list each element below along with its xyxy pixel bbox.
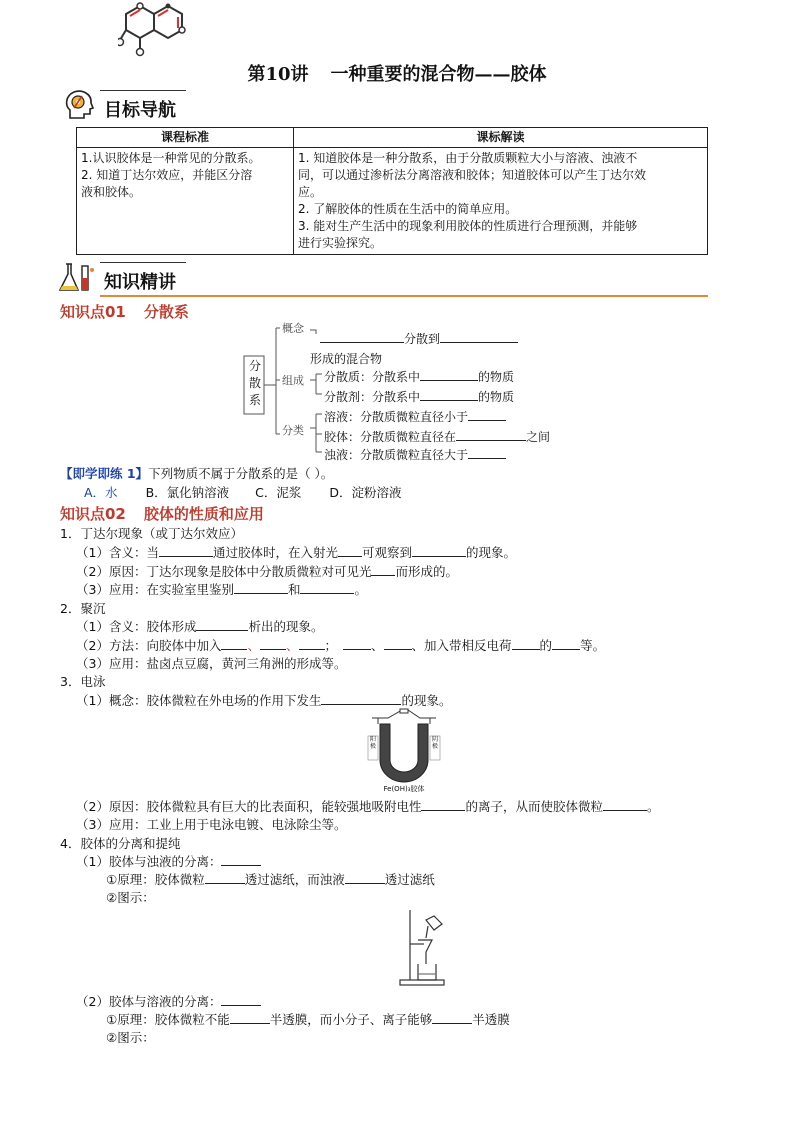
col2-cell <box>294 148 708 255</box>
electro-heading: 3．电泳 <box>60 674 106 689</box>
col2-header: 课标解读 <box>294 128 708 148</box>
blank-same[interactable] <box>421 798 465 811</box>
solvent-blank[interactable] <box>420 388 478 401</box>
option-c[interactable]: C．泥浆 <box>255 485 302 500</box>
solvent-line <box>324 388 514 405</box>
text: 、加入带相反电荷 <box>411 638 512 653</box>
practice1-question <box>60 465 333 483</box>
solvent-text: 分散剂：分散系中 <box>324 390 421 404</box>
blank-m2[interactable] <box>260 637 286 650</box>
section-goals <box>62 92 708 124</box>
text: 、 <box>285 638 299 653</box>
text: ①原理：胶体微粒不能 <box>106 1012 230 1027</box>
head-gear-icon <box>62 88 96 122</box>
solution-text: 溶液：分散质微粒直径小于 <box>324 410 469 424</box>
col1-line: 2. 知道丁达尔效应，并能区分溶 <box>81 168 253 182</box>
col2-line: 2. 了解胶体的性质在生活中的简单应用。 <box>298 202 518 216</box>
section-knowledge <box>62 264 708 296</box>
blank-pass1[interactable] <box>230 1011 270 1024</box>
colloid-text: 胶体：分散质微粒直径在 <box>324 430 457 444</box>
text: 半透膜，而小分子、离子能够 <box>269 1012 433 1027</box>
text: 透过滤纸，而浊液 <box>244 872 345 887</box>
sep1 <box>76 853 261 871</box>
blank-move[interactable] <box>321 692 401 705</box>
tyndall-heading: 1．丁达尔现象（或丁达尔效应） <box>60 526 243 541</box>
tyndall-meaning <box>76 544 516 562</box>
electro-app: （3）应用：工业上用于电泳电镀、电泳除尘等。 <box>76 817 347 832</box>
text: （1）含义：当 <box>76 545 159 560</box>
text: 、 <box>371 638 384 653</box>
concept-mid: 分散到 <box>404 332 441 346</box>
anode-label: 阳极 <box>369 736 376 750</box>
colloid-end: 之间 <box>526 430 551 444</box>
text: （2）原因：胶体微粒具有巨大的比表面积，能较强地吸附电性 <box>76 799 422 814</box>
blank-cannot[interactable] <box>345 871 385 884</box>
section-knowledge-title: 知识精讲 <box>104 272 176 293</box>
col1-cell <box>77 148 294 255</box>
col1-line: 1.认识胶体是一种常见的分散系。 <box>81 151 261 165</box>
text: 而形成的。 <box>395 564 458 579</box>
lecture-number: 第10讲 <box>247 64 309 85</box>
electro-cause <box>76 798 660 816</box>
suspension-line <box>324 446 506 463</box>
page-title <box>0 60 794 86</box>
text: （1）含义：胶体形成 <box>76 619 197 634</box>
col2-line: 进行实验探究。 <box>298 236 383 250</box>
sep-heading: 4．胶体的分离和提纯 <box>60 836 181 851</box>
tyndall-app <box>76 581 367 599</box>
dispersion-tree <box>240 318 570 466</box>
blank-sediment[interactable] <box>196 618 248 631</box>
solute-line <box>324 368 514 385</box>
col1-line: 液和胶体。 <box>81 185 142 199</box>
coag-method <box>76 637 605 655</box>
blank-filter[interactable] <box>221 853 261 866</box>
blank-charged[interactable] <box>603 798 647 811</box>
blank-m4[interactable] <box>343 637 371 650</box>
u-tube-figure <box>362 708 446 794</box>
tree-root <box>248 358 262 409</box>
section-top-rule <box>100 90 186 91</box>
blank-direction[interactable] <box>338 544 362 557</box>
blank-a[interactable] <box>234 581 288 594</box>
blank-scatter[interactable] <box>371 563 395 576</box>
col2-line: 3. 能对生产生活中的现象利用胶体的性质进行合理预测，并能够 <box>298 219 638 233</box>
blank-m6[interactable] <box>512 637 540 650</box>
concept-end: 形成的混合物 <box>310 352 383 366</box>
text: ； <box>324 638 338 653</box>
cathode-label: 阴极 <box>431 736 438 750</box>
kp1-label: 知识点01 <box>60 303 126 321</box>
coag-app: （3）应用：盐卤点豆腐，黄河三角洲的形成等。 <box>76 656 347 671</box>
blank-can[interactable] <box>205 871 245 884</box>
solution-blank[interactable] <box>468 408 506 421</box>
practice1-label: 【即学即练 1】 <box>60 466 149 481</box>
text: （3）应用：在实验室里鉴别 <box>76 582 234 597</box>
blank-b[interactable] <box>300 581 354 594</box>
blank-dialysis[interactable] <box>221 993 261 1006</box>
blank-m1[interactable] <box>221 637 247 650</box>
concept-blank1[interactable] <box>320 330 404 343</box>
option-a[interactable]: A．水 <box>84 485 118 500</box>
text: 可观察到 <box>361 545 412 560</box>
molecule-logo-icon <box>118 0 198 58</box>
text: （2）原因：丁达尔现象是胶体中分散质微粒对可见光 <box>76 564 372 579</box>
coag-heading: 2．聚沉 <box>60 601 106 616</box>
class-label: 分类 <box>282 424 304 437</box>
text: 。 <box>646 799 660 814</box>
text: 通过胶体时，在入射光 <box>212 545 338 560</box>
sep2-fig-label: ②图示： <box>106 1030 155 1045</box>
section-top-rule <box>100 262 186 263</box>
option-b[interactable]: B．氯化钠溶液 <box>145 485 230 500</box>
section-bottom-rule <box>100 295 708 297</box>
sep2-principle <box>106 1011 510 1029</box>
tyndall-cause <box>76 563 458 581</box>
concept-label: 概念 <box>282 322 304 335</box>
text: 析出的现象。 <box>248 619 324 634</box>
text: （2）胶体与溶液的分离： <box>76 994 222 1009</box>
text: （1）概念：胶体微粒在外电场的作用下发生 <box>76 693 322 708</box>
blank-m7[interactable] <box>552 637 580 650</box>
col2-line: 同，可以通过渗析法分离溶液和胶体；知道胶体可以产生丁达尔效 <box>298 168 647 182</box>
concept-blank2[interactable] <box>440 330 518 343</box>
colloid-blank[interactable] <box>456 428 526 441</box>
root-char: 系 <box>248 393 261 407</box>
text: 和 <box>287 582 301 597</box>
text: ①原理：胶体微粒 <box>106 872 205 887</box>
solvent-end: 的物质 <box>478 390 515 404</box>
text: 、 <box>247 638 260 653</box>
text: 。 <box>354 582 367 597</box>
kp1-title: 分散系 <box>143 303 189 321</box>
section-goals-title: 目标导航 <box>104 100 176 121</box>
sep1-principle <box>106 871 435 889</box>
coag-meaning <box>76 618 323 636</box>
sep1-fig-label: ②图示： <box>106 890 155 905</box>
flask-icon <box>58 260 98 294</box>
root-char: 分 <box>248 359 261 373</box>
text: 半透膜 <box>472 1012 510 1027</box>
kp1-heading <box>60 301 189 322</box>
text: （1）胶体与浊液的分离： <box>76 854 222 869</box>
filtration-apparatus-icon <box>398 904 454 986</box>
sep2 <box>76 993 261 1011</box>
col2-line: 应。 <box>298 185 323 199</box>
u-tube-caption: Fe(OH)₃胶体 <box>383 785 425 793</box>
text: （2）方法：向胶体中加入 <box>76 638 222 653</box>
col1-header: 课程标准 <box>77 128 294 148</box>
text: 的离子，从而使胶体微粒 <box>465 799 603 814</box>
solute-end: 的物质 <box>478 370 515 384</box>
suspension-text: 浊液：分散质微粒直径大于 <box>324 448 469 462</box>
blank-light[interactable] <box>159 544 213 557</box>
suspension-blank[interactable] <box>468 446 506 459</box>
option-d[interactable]: D．淀粉溶液 <box>329 485 402 500</box>
text: 透过滤纸 <box>384 872 435 887</box>
blank-pass2[interactable] <box>432 1011 472 1024</box>
solute-blank[interactable] <box>420 368 478 381</box>
concept-line <box>320 330 518 347</box>
kp2-label: 知识点02 <box>60 505 126 523</box>
col2-line: 1. 知道胶体是一种分散系，由于分散质颗粒大小与溶液、浊液不 <box>298 151 638 165</box>
text: 的现象。 <box>466 545 517 560</box>
solute-text: 分散质：分散系中 <box>324 370 421 384</box>
standards-table <box>76 127 708 255</box>
blank-phenomenon[interactable] <box>412 544 466 557</box>
practice1-text: 下列物质不属于分散系的是（ ）。 <box>148 466 334 481</box>
blank-m3[interactable] <box>299 637 325 650</box>
kp2-title: 胶体的性质和应用 <box>143 505 264 523</box>
root-char: 散 <box>248 376 261 390</box>
blank-m5[interactable] <box>384 637 412 650</box>
kp2-heading <box>60 503 264 524</box>
lecture-title: 一种重要的混合物——胶体 <box>330 64 547 85</box>
text: 的现象。 <box>401 693 452 708</box>
practice1-options <box>84 484 402 502</box>
composition-label: 组成 <box>282 374 304 387</box>
solution-line <box>324 408 506 425</box>
colloid-line <box>324 428 550 445</box>
text: 的 <box>539 638 553 653</box>
text: 等。 <box>580 638 606 653</box>
